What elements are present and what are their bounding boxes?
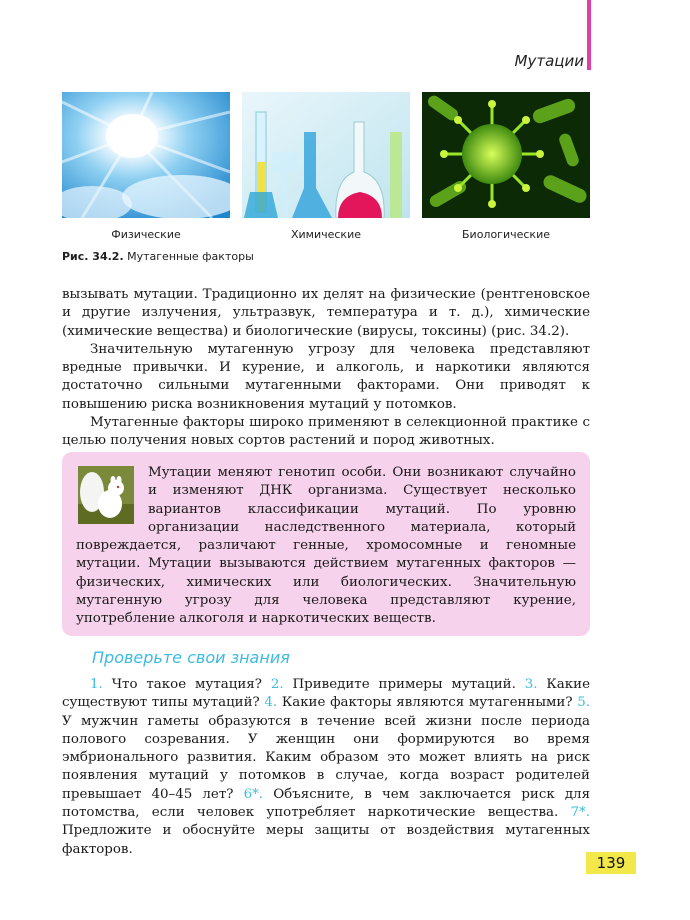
figure-caption	[62, 250, 254, 263]
body-text	[62, 286, 590, 451]
figure-caption-text: Мутагенные факторы	[127, 250, 254, 263]
chapter-title: Мутации	[514, 52, 584, 70]
question-text: Какие факторы являются мутагенными?	[281, 695, 573, 711]
summary-box	[62, 452, 590, 636]
question-number: 6*.	[243, 786, 264, 802]
paragraph: Значительную мутагенную угрозу для человека представляют вредные привычки. И курение, и алкоголь, и наркотики являются достаточно сильными мутагенными факторами. Они приводят к повышению риска возникновения мутаций у потомков.	[62, 341, 590, 412]
question-number: 5.	[577, 695, 590, 711]
summary-text-block	[76, 464, 576, 629]
chapter-marker-bar	[587, 0, 591, 70]
figure-caption-label: Рис. 34.2.	[62, 250, 124, 263]
page-number: 139	[586, 852, 636, 874]
question-number: 1.	[90, 677, 103, 692]
review-heading: Проверьте свои знания	[92, 648, 290, 667]
question-number: 7*.	[570, 805, 590, 821]
paragraph: Мутагенные факторы широко применяют в селекционной практике с целью получения новых сортов растений и пород животных.	[62, 415, 590, 449]
sun-rays-photo	[62, 92, 230, 218]
review-questions	[62, 676, 590, 859]
question-number: 4.	[264, 695, 278, 711]
paragraph: вызывать мутации. Традиционно их делят на физические (рентгеновское и другие излучения, ультразвук, температура и т. д.), химические (химические вещества) и биологические (вирусы, токсины) (рис. 34.2).	[62, 287, 590, 339]
photo-caption: Биологические	[462, 228, 550, 241]
white-squirrel-photo	[78, 466, 134, 524]
question-text: У мужчин гаметы образуются в течение всей жизни после периода полового созревания. У женщин они формируются во время эмбрионального развития. Каким образом это может влиять на риск появления мутаций у потомков в случае, когда возраст родителей превышает 40–45 лет?	[62, 713, 590, 802]
question-text: Какие существуют типы мутаций?	[62, 677, 590, 711]
question-number: 2.	[270, 677, 284, 692]
question-text: Объясните, в чем заключается риск для потомства, если человек употребляет наркотические вещества.	[62, 786, 591, 821]
question-number: 3.	[524, 677, 538, 692]
lab-flasks-photo	[242, 92, 410, 218]
virus-bacteria-photo	[422, 92, 590, 218]
question-text: Приведите примеры мутаций.	[292, 677, 516, 692]
summary-text: Мутации меняют генотип особи. Они возникают случайно и изменяют ДНК организма. Существует несколько вариантов классификации мутаций. По уровню организации наследственного материала, который повреждается, различают генные, хромосомные и геномные мутации. Мутации вызываются действием мутагенных факторов — физических, химических или биологических. Значительную мутагенную угрозу для человека представляют курение, употребление алкоголя и наркотических веществ.	[76, 465, 576, 627]
photo-caption: Физические	[111, 228, 181, 241]
question-text: Что такое мутация?	[111, 677, 262, 692]
question-text: Предложите и обоснуйте меры защиты от воздействия мутагенных факторов.	[62, 823, 590, 857]
questions-paragraph	[62, 676, 590, 859]
photo-caption: Химические	[290, 228, 361, 241]
